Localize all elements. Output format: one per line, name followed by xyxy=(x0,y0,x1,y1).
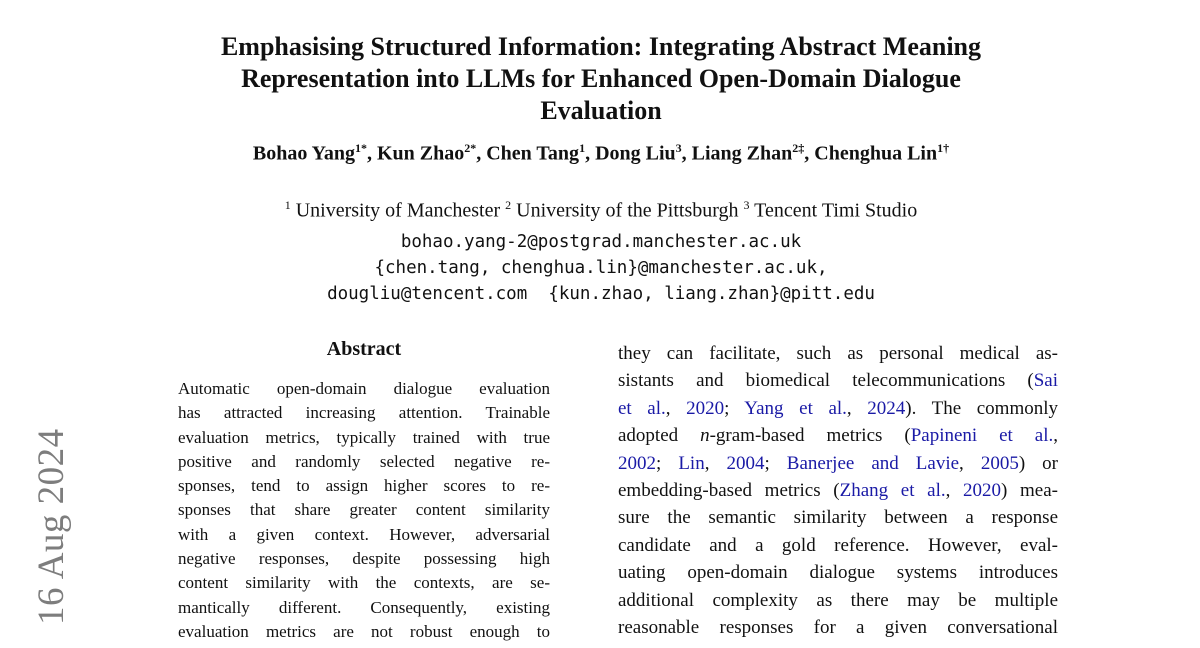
text-span: ; xyxy=(656,452,679,474)
text-span: ) or xyxy=(1018,452,1059,474)
text-span: , xyxy=(945,479,964,501)
author-affiliation-mark: 1 xyxy=(579,141,586,155)
intro-line xyxy=(618,422,1058,449)
author-name: Chen Tang xyxy=(486,142,580,165)
intro-line xyxy=(618,477,1058,504)
text-span: , xyxy=(846,397,868,419)
abstract-line: negative responses, despite possessing high xyxy=(178,549,550,569)
affiliation-name: University of the Pittsburgh xyxy=(511,199,739,222)
citation-link[interactable]: Sai xyxy=(1033,370,1058,392)
abstract-line: content similarity with the contexts, are se- xyxy=(178,573,550,593)
author-separator: , xyxy=(366,142,377,165)
text-span: ). The commonly xyxy=(905,397,1058,419)
intro-line xyxy=(618,395,1058,422)
affiliation-name: University of Manchester xyxy=(290,199,501,222)
citation-link[interactable]: 2004 xyxy=(726,452,765,474)
author-name: Kun Zhao xyxy=(376,142,465,165)
abstract-line: positive and randomly selected negative re- xyxy=(178,451,550,471)
text-span: embedding-based metrics ( xyxy=(618,479,840,501)
title-line: Evaluation xyxy=(540,96,662,125)
text-span: sure the semantic similarity between a response xyxy=(618,507,1058,529)
citation-link[interactable]: Lin xyxy=(678,452,705,474)
arxiv-side-date: 16 Aug 2024 xyxy=(31,428,72,625)
text-span: ) mea- xyxy=(1001,479,1059,501)
author-name: Liang Zhan xyxy=(691,142,793,165)
title-line: Emphasising Structured Information: Integrating Abstract Meaning xyxy=(220,32,982,61)
text-span: additional complexity as there may be multiple xyxy=(618,589,1058,611)
citation-link[interactable]: 2020 xyxy=(686,397,725,419)
text-span: reasonable responses for a given conversational xyxy=(618,616,1058,638)
intro-line xyxy=(618,587,1058,614)
author-name: Chenghua Lin xyxy=(814,142,938,165)
text-span: uating open-domain dialogue systems introduces xyxy=(618,562,1058,584)
intro-line xyxy=(618,614,1058,641)
affiliation-number: 1 xyxy=(284,198,291,212)
author-affiliation-mark: 2* xyxy=(464,141,477,155)
citation-link[interactable]: et al. xyxy=(618,397,666,419)
abstract-line: with a given context. However, adversarial xyxy=(178,524,550,544)
email-line: bohao.yang-2@postgrad.manchester.ac.uk xyxy=(400,232,802,252)
author-affiliation-mark: 1* xyxy=(354,141,367,155)
email-line: dougliu@tencent.com {kun.zhao, liang.zhan}@pitt.edu xyxy=(327,284,875,304)
email-block xyxy=(160,229,1042,307)
author-separator: , xyxy=(804,142,815,165)
citation-link[interactable]: 2024 xyxy=(867,397,906,419)
abstract-line: sponses that share greater content similarity xyxy=(178,500,550,520)
citation-link[interactable]: Papineni et al. xyxy=(910,425,1054,447)
affiliation-number: 3 xyxy=(743,198,750,212)
abstract-line: evaluation metrics, typically trained with true xyxy=(178,427,550,447)
author-separator: , xyxy=(681,142,692,165)
introduction-text xyxy=(618,340,1058,641)
affiliations xyxy=(160,198,1042,223)
abstract-line: sponses, tend to assign higher scores to re- xyxy=(178,476,550,496)
affiliation-number: 2 xyxy=(505,198,512,212)
math-variable: n xyxy=(700,425,710,447)
affiliation-name: Tencent Timi Studio xyxy=(749,199,918,222)
text-span: , xyxy=(1053,425,1058,447)
text-span: ; xyxy=(724,397,745,419)
title-line: Representation into LLMs for Enhanced Open-Domain Dialogue xyxy=(241,64,961,93)
text-span: adopted xyxy=(618,425,701,447)
author-affiliation-mark: 3 xyxy=(675,141,682,155)
abstract-body xyxy=(178,377,550,644)
intro-line xyxy=(618,532,1058,559)
abstract-line: Automatic open-domain dialogue evaluation xyxy=(178,379,550,398)
text-span: they can facilitate, such as personal medical as- xyxy=(618,343,1058,364)
text-span: , xyxy=(959,452,981,474)
intro-line xyxy=(618,504,1058,531)
intro-line xyxy=(618,340,1058,367)
author-separator: , xyxy=(585,142,596,165)
citation-link[interactable]: 2005 xyxy=(980,452,1019,474)
abstract-heading: Abstract xyxy=(326,338,402,360)
author-name: Dong Liu xyxy=(595,142,676,165)
author-affiliation-mark: 2‡ xyxy=(792,141,805,155)
author-name: Bohao Yang xyxy=(252,142,355,165)
abstract-line: mantically different. Consequently, existing xyxy=(178,597,550,617)
text-span: candidate and a gold reference. However, eval- xyxy=(618,534,1058,556)
citation-link[interactable]: 2020 xyxy=(963,479,1002,501)
citation-link[interactable]: Zhang et al. xyxy=(839,479,946,501)
text-span: ; xyxy=(764,452,787,474)
text-span: , xyxy=(704,452,727,474)
abstract-line: evaluation metrics are not robust enough to xyxy=(178,621,550,641)
abstract-line: has attracted increasing attention. Trainable xyxy=(178,403,550,423)
text-span: , xyxy=(665,397,687,419)
citation-link[interactable]: 2002 xyxy=(618,452,656,474)
citation-link[interactable]: Yang et al. xyxy=(744,397,847,419)
paper-title xyxy=(160,31,1042,127)
citation-link[interactable]: Banerjee and Lavie xyxy=(786,452,960,474)
email-line: {chen.tang, chenghua.lin}@manchester.ac.uk, xyxy=(374,258,828,278)
text-span: -gram-based metrics ( xyxy=(709,425,911,447)
intro-line xyxy=(618,367,1058,394)
intro-line xyxy=(618,450,1058,477)
author-list xyxy=(160,141,1042,166)
author-separator: , xyxy=(476,142,487,165)
text-span: sistants and biomedical telecommunications ( xyxy=(618,370,1034,392)
intro-line xyxy=(618,559,1058,586)
author-affiliation-mark: 1† xyxy=(937,141,950,155)
